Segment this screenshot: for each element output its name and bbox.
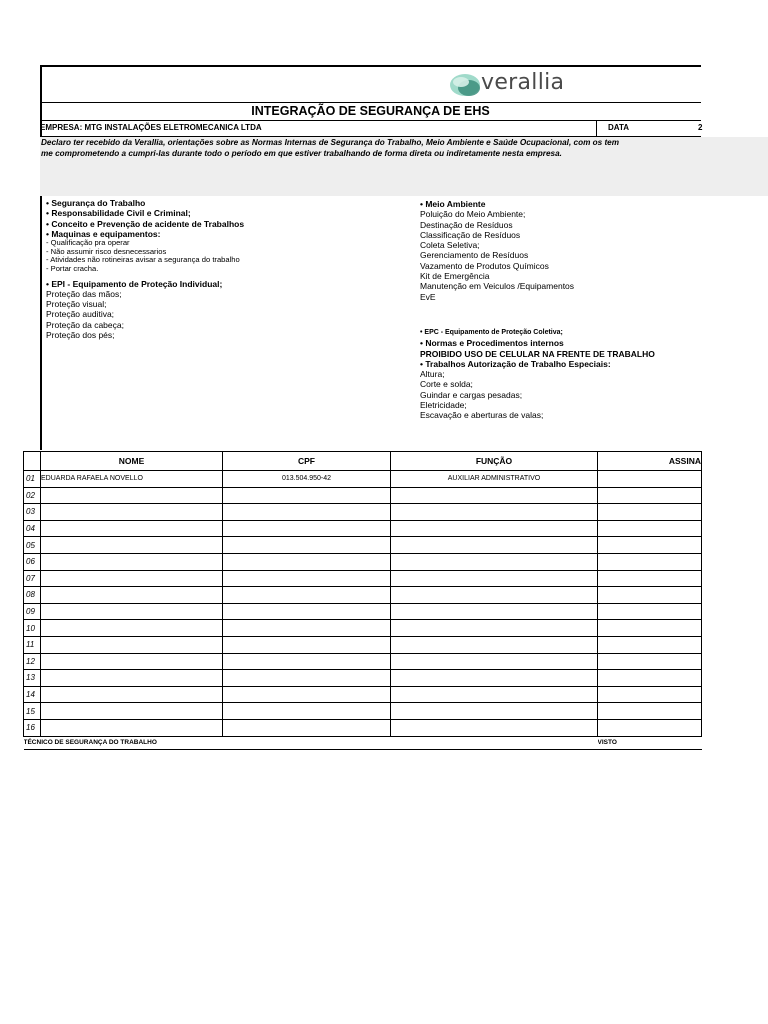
cell-assinatura[interactable]: [598, 471, 702, 488]
cell-cpf[interactable]: [223, 553, 391, 570]
meio-ambiente-item: Kit de Emergência: [420, 271, 490, 282]
right-topics-lower: [420, 328, 655, 421]
cell-cpf[interactable]: [223, 620, 391, 637]
table-row: [24, 587, 702, 604]
cell-funcao[interactable]: [391, 603, 598, 620]
epi-item: Proteção das mãos;: [46, 288, 122, 299]
logo-text: verallia: [481, 70, 565, 95]
cell-nome[interactable]: [41, 603, 223, 620]
epi-item: Proteção auditiva;: [46, 309, 115, 320]
cell-assinatura[interactable]: [598, 520, 702, 537]
epi-item: Proteção visual;: [46, 299, 107, 310]
cell-nome[interactable]: [41, 570, 223, 587]
meio-ambiente-item: Coleta Seletiva;: [420, 240, 480, 251]
row-number: 03: [24, 504, 41, 521]
cell-assinatura[interactable]: [598, 703, 702, 720]
cell-assinatura[interactable]: [598, 587, 702, 604]
sub-item: - Qualificação pra operar: [46, 238, 130, 248]
normas-title: • Normas e Procedimentos internos: [420, 338, 564, 349]
meio-ambiente-item: Manutenção em Veiculos /Equipamentos: [420, 281, 575, 292]
cell-nome[interactable]: [41, 653, 223, 670]
row-number: 15: [24, 703, 41, 720]
cell-nome[interactable]: [41, 553, 223, 570]
cell-assinatura[interactable]: [598, 504, 702, 521]
trabalhos-item: Escavação e aberturas de valas;: [420, 410, 544, 421]
topic-item: • Segurança do Trabalho: [46, 198, 146, 208]
row-number: 10: [24, 620, 41, 637]
row-number: 16: [24, 719, 41, 736]
trabalhos-item: Guindar e cargas pesadas;: [420, 389, 523, 400]
table-row: [24, 686, 702, 703]
cell-assinatura[interactable]: [598, 487, 702, 504]
table-header-funcao: FUNÇÃO: [391, 452, 598, 471]
epi-item: Proteção dos pés;: [46, 330, 115, 341]
table-header-row: [24, 452, 702, 471]
cell-cpf[interactable]: [223, 703, 391, 720]
meio-ambiente-item: Destinação de Resíduos: [420, 219, 513, 230]
table-row: [24, 487, 702, 504]
cell-funcao[interactable]: [391, 636, 598, 653]
table-row: [24, 520, 702, 537]
table-header-nome: NOME: [41, 452, 223, 471]
row-number: 09: [24, 603, 41, 620]
row-number: 04: [24, 520, 41, 537]
epc-title: • EPC - Equipamento de Proteção Coletiva;: [420, 329, 563, 336]
empresa-label: EMPRESA: MTG INSTALAÇÕES ELETROMECANICA LTDA: [40, 123, 262, 132]
meio-ambiente-item: Poluição do Meio Ambiente;: [420, 209, 526, 220]
topic-item: • Responsabilidade Civil e Criminal;: [46, 208, 191, 219]
cell-nome[interactable]: [41, 636, 223, 653]
cell-cpf[interactable]: [223, 504, 391, 521]
cell-assinatura[interactable]: [598, 719, 702, 736]
cell-nome[interactable]: [41, 487, 223, 504]
cell-funcao[interactable]: [391, 520, 598, 537]
cell-funcao[interactable]: [391, 553, 598, 570]
cell-cpf[interactable]: [223, 686, 391, 703]
row-number: 01: [24, 471, 41, 488]
table-row: [24, 603, 702, 620]
table-row: [24, 471, 702, 488]
cell-funcao[interactable]: [391, 620, 598, 637]
cell-nome[interactable]: [41, 520, 223, 537]
trabalhos-item: Altura;: [420, 369, 445, 380]
trabalhos-item: Eletricidade;: [420, 400, 467, 411]
sub-item: - Portar cracha.: [46, 263, 99, 273]
cell-funcao[interactable]: AUXILIAR ADMINISTRATIVO: [391, 471, 598, 488]
row-number: 11: [24, 636, 41, 653]
right-topics: [420, 199, 574, 302]
table-row: [24, 570, 702, 587]
table-row: [24, 653, 702, 670]
cell-cpf[interactable]: [223, 520, 391, 537]
footer-tecnico-label: TÉCNICO DE SEGURANÇA DO TRABALHO: [24, 736, 598, 749]
cell-cpf[interactable]: [223, 487, 391, 504]
cell-cpf[interactable]: [223, 537, 391, 554]
row-number: 13: [24, 670, 41, 687]
cell-nome[interactable]: [41, 537, 223, 554]
cell-nome[interactable]: [41, 703, 223, 720]
cell-funcao[interactable]: [391, 537, 598, 554]
cell-assinatura[interactable]: [598, 636, 702, 653]
cell-nome[interactable]: [41, 686, 223, 703]
cell-assinatura[interactable]: [598, 537, 702, 554]
cell-funcao[interactable]: [391, 570, 598, 587]
sub-item: - Atividades não rotineiras avisar a segurança do trabalho: [46, 255, 240, 265]
row-number: 07: [24, 570, 41, 587]
meio-ambiente-item: Gerenciamento de Resíduos: [420, 250, 529, 261]
epi-item: Proteção da cabeça;: [46, 319, 124, 330]
cell-funcao[interactable]: [391, 487, 598, 504]
row-number: 12: [24, 653, 41, 670]
table-row: [24, 553, 702, 570]
cell-nome[interactable]: [41, 719, 223, 736]
cell-funcao[interactable]: [391, 653, 598, 670]
cell-funcao[interactable]: [391, 504, 598, 521]
table-header-assinatura: ASSINA: [598, 452, 702, 471]
proibido-notice: PROIBIDO USO DE CELULAR NA FRENTE DE TRABALHO: [420, 348, 655, 359]
row-number: 02: [24, 487, 41, 504]
attendance-table: [23, 451, 702, 750]
topic-item: • Maquinas e equipamentos:: [46, 228, 161, 239]
table-header-num: [24, 452, 41, 471]
cell-assinatura[interactable]: [598, 653, 702, 670]
page-title: INTEGRAÇÃO DE SEGURANÇA DE EHS: [40, 102, 701, 121]
row-number: 08: [24, 587, 41, 604]
table-row: [24, 636, 702, 653]
meio-ambiente-item: Classificação de Resíduos: [420, 229, 521, 240]
cell-nome[interactable]: [41, 670, 223, 687]
table-header-cpf: CPF: [223, 452, 391, 471]
data-value: 2: [698, 123, 703, 132]
row-number: 06: [24, 553, 41, 570]
table-row: [24, 670, 702, 687]
cell-cpf[interactable]: [223, 603, 391, 620]
trabalhos-item: Corte e solda;: [420, 379, 473, 390]
trabalhos-title: • Trabalhos Autorização de Trabalho Especiais:: [420, 358, 611, 369]
cell-nome[interactable]: EDUARDA RAFAELA NOVELLO: [41, 471, 223, 488]
cell-cpf[interactable]: [223, 719, 391, 736]
epi-title: • EPI - Equipamento de Proteção Individual;: [46, 278, 223, 289]
cell-nome[interactable]: [41, 587, 223, 604]
table-row: [24, 719, 702, 736]
meio-ambiente-item: Vazamento de Produtos Químicos: [420, 260, 549, 271]
cell-cpf[interactable]: [223, 670, 391, 687]
cell-assinatura[interactable]: [598, 620, 702, 637]
cell-cpf[interactable]: [223, 636, 391, 653]
table-row: [24, 504, 702, 521]
cell-funcao[interactable]: [391, 686, 598, 703]
cell-cpf[interactable]: [223, 587, 391, 604]
meio-ambiente-title: • Meio Ambiente: [420, 199, 486, 209]
footer-visto-label: VISTO: [598, 736, 702, 749]
row-number: 05: [24, 537, 41, 554]
cell-assinatura[interactable]: [598, 603, 702, 620]
cell-nome[interactable]: [41, 620, 223, 637]
declaration-line-2: me comprometendo a cumpri-las durante todo o período em que estiver trabalhando de forma direta ou indiretamente nesta empresa.: [41, 149, 562, 158]
table-footer-row: [24, 736, 702, 749]
cell-funcao[interactable]: [391, 719, 598, 736]
row-number: 14: [24, 686, 41, 703]
cell-funcao[interactable]: [391, 670, 598, 687]
cell-cpf[interactable]: [223, 653, 391, 670]
meio-ambiente-item: EvE: [420, 291, 436, 302]
sub-item: - Não assumir risco desnecessarios: [46, 246, 167, 256]
declaration-text: [41, 137, 768, 159]
data-label: DATA: [596, 121, 701, 137]
table-row: [24, 703, 702, 720]
cell-cpf[interactable]: 013.504.950-42: [223, 471, 391, 488]
table-row: [24, 620, 702, 637]
cell-assinatura[interactable]: [598, 553, 702, 570]
topic-item: • Conceito e Prevenção de acidente de Trabalhos: [46, 218, 245, 229]
cell-nome[interactable]: [41, 504, 223, 521]
cell-cpf[interactable]: [223, 570, 391, 587]
table-row: [24, 537, 702, 554]
cell-funcao[interactable]: [391, 587, 598, 604]
cell-assinatura[interactable]: [598, 670, 702, 687]
cell-assinatura[interactable]: [598, 570, 702, 587]
declaration-line-1: Declaro ter recebido da Verallia, orientações sobre as Normas Internas de Segurança do Trabalho, Meio Ambiente e Saúde Ocupacional, com os tem: [41, 138, 620, 147]
cell-funcao[interactable]: [391, 703, 598, 720]
left-topics: [46, 198, 244, 340]
cell-assinatura[interactable]: [598, 686, 702, 703]
